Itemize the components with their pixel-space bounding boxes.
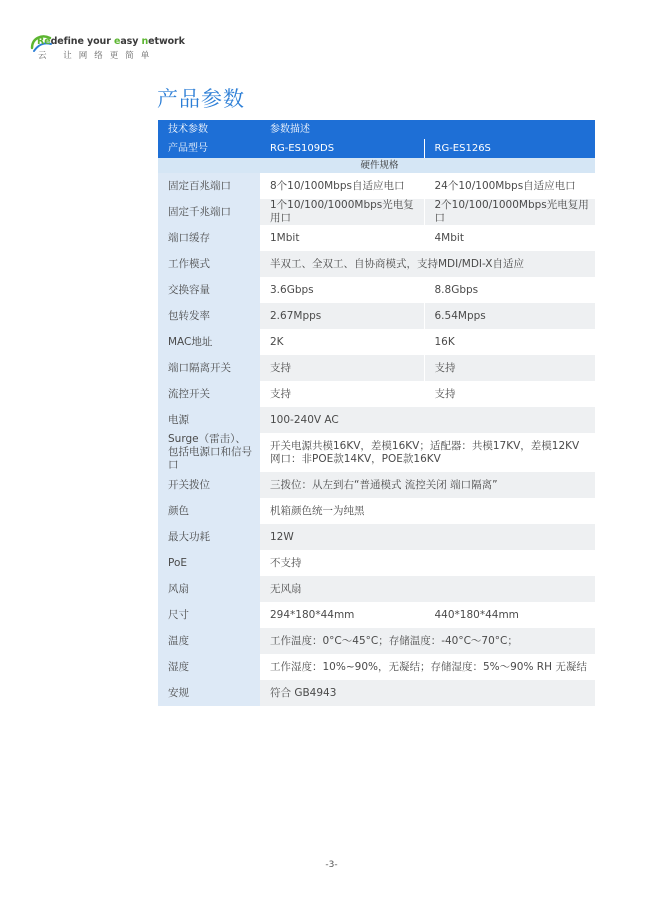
row-value-model-b: 16K xyxy=(424,329,595,355)
row-value-model-b: 支持 xyxy=(424,381,595,407)
row-label: 尺寸 xyxy=(158,602,260,628)
row-label: PoE xyxy=(158,550,260,576)
row-value-model-b: 支持 xyxy=(424,355,595,381)
row-value: 半双工、全双工、自协商模式，支持MDI/MDI-X自适应 xyxy=(260,251,595,277)
row-value: 开关电源共模16KV，差模16KV；适配器：共模17KV，差模12KV 网口：非POE款14KV，POE款16KV xyxy=(260,433,595,472)
row-value-model-a: 支持 xyxy=(260,381,424,407)
table-row xyxy=(158,277,595,303)
row-label: 安规 xyxy=(158,680,260,706)
table-row xyxy=(158,628,595,654)
table-row xyxy=(158,654,595,680)
row-label: 湿度 xyxy=(158,654,260,680)
row-value-model-a: 1个10/100/1000Mbps光电复用口 xyxy=(260,199,424,225)
header-model-a: RG-ES109DS xyxy=(260,139,424,158)
page-number: -3- xyxy=(325,860,338,870)
row-value-model-a: 1Mbit xyxy=(260,225,424,251)
row-value-model-b: 440*180*44mm xyxy=(424,602,595,628)
table-row xyxy=(158,498,595,524)
row-label: 固定百兆端口 xyxy=(158,173,260,199)
row-value-model-a: 2K xyxy=(260,329,424,355)
row-value: 工作温度：0°C～45°C；存储温度：-40°C～70°C； xyxy=(260,628,595,654)
row-value: 工作湿度：10%~90%，无凝结；存储湿度：5%～90% RH 无凝结 xyxy=(260,654,595,680)
row-value-model-a: 2.67Mpps xyxy=(260,303,424,329)
row-value-model-b: 6.54Mpps xyxy=(424,303,595,329)
row-value-model-b: 2个10/100/1000Mbps光电复用口 xyxy=(424,199,595,225)
row-value-model-a: 3.6Gbps xyxy=(260,277,424,303)
row-label: 开关拨位 xyxy=(158,472,260,498)
row-label: 端口缓存 xyxy=(158,225,260,251)
header-model-b: RG-ES126S xyxy=(424,139,595,158)
row-label: 包转发率 xyxy=(158,303,260,329)
row-value: 符合 GB4943 xyxy=(260,680,595,706)
table-row xyxy=(158,602,595,628)
table-row xyxy=(158,524,595,550)
row-value-model-b: 24个10/100Mbps自适应电口 xyxy=(424,173,595,199)
row-label: 颜色 xyxy=(158,498,260,524)
table-row xyxy=(158,550,595,576)
row-value: 12W xyxy=(260,524,595,550)
row-label: 温度 xyxy=(158,628,260,654)
table-model-row xyxy=(158,139,595,158)
brand-tagline-en: Redefine your easy network xyxy=(37,36,185,47)
row-value-model-b: 8.8Gbps xyxy=(424,277,595,303)
row-value: 无风扇 xyxy=(260,576,595,602)
table-row xyxy=(158,407,595,433)
row-label: 风扇 xyxy=(158,576,260,602)
table-row xyxy=(158,433,595,472)
section-title: 硬件规格 xyxy=(158,158,595,173)
page-title: 产品参数 xyxy=(157,87,245,111)
row-label: 交换容量 xyxy=(158,277,260,303)
row-value-model-b: 4Mbit xyxy=(424,225,595,251)
brand-logo xyxy=(30,32,185,62)
row-value: 100-240V AC xyxy=(260,407,595,433)
row-value: 三拨位：从左到右“普通模式 流控关闭 端口隔离” xyxy=(260,472,595,498)
row-value-model-a: 294*180*44mm xyxy=(260,602,424,628)
header-tech-params: 技术参数 xyxy=(158,120,260,139)
brand-tagline-cn: 云 让网络更简单 xyxy=(38,51,157,61)
section-row xyxy=(158,158,595,173)
row-label: 工作模式 xyxy=(158,251,260,277)
row-value: 机箱颜色统一为纯黑 xyxy=(260,498,595,524)
header-model-label: 产品型号 xyxy=(158,139,260,158)
table-row xyxy=(158,576,595,602)
table-header-row xyxy=(158,120,595,139)
row-label: 流控开关 xyxy=(158,381,260,407)
table-row xyxy=(158,329,595,355)
row-value: 不支持 xyxy=(260,550,595,576)
row-label: MAC地址 xyxy=(158,329,260,355)
header-param-desc: 参数描述 xyxy=(260,120,595,139)
table-row xyxy=(158,173,595,199)
table-row xyxy=(158,303,595,329)
row-label: Surge（雷击）、包括电源口和信号口 xyxy=(158,433,260,472)
row-label: 固定千兆端口 xyxy=(158,199,260,225)
row-label: 最大功耗 xyxy=(158,524,260,550)
table-row xyxy=(158,199,595,225)
table-row xyxy=(158,472,595,498)
table-row xyxy=(158,251,595,277)
table-row xyxy=(158,355,595,381)
table-row xyxy=(158,381,595,407)
row-value-model-a: 8个10/100Mbps自适应电口 xyxy=(260,173,424,199)
row-value-model-a: 支持 xyxy=(260,355,424,381)
row-label: 端口隔离开关 xyxy=(158,355,260,381)
table-row xyxy=(158,225,595,251)
table-row xyxy=(158,680,595,706)
spec-table xyxy=(158,120,595,706)
row-label: 电源 xyxy=(158,407,260,433)
